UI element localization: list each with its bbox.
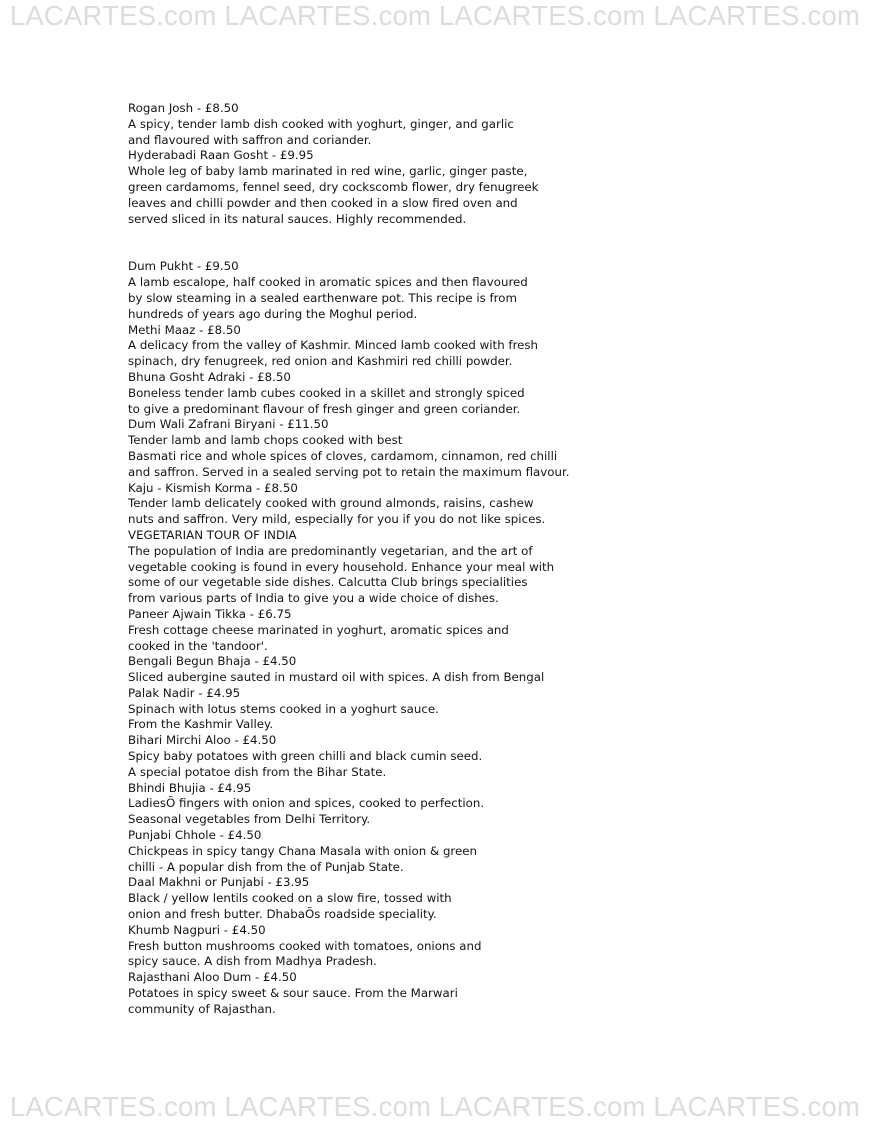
menu-line: Daal Makhni or Punjabi - £3.95 <box>128 875 310 890</box>
menu-line: Khumb Nagpuri - £4.50 <box>128 922 266 937</box>
menu-line: Spinach with lotus stems cooked in a yoghurt sauce. <box>128 701 439 716</box>
menu-line: Boneless tender lamb cubes cooked in a skillet and strongly spiced <box>128 385 525 400</box>
menu-line: Sliced aubergine sauted in mustard oil with spices. A dish from Bengal <box>128 670 545 685</box>
menu-line: Bihari Mirchi Aloo - £4.50 <box>128 733 277 748</box>
menu-line: Paneer Ajwain Tikka - £6.75 <box>128 606 292 621</box>
menu-line: A lamb escalope, half cooked in aromatic spices and then flavoured <box>128 275 528 290</box>
menu-line: Basmati rice and whole spices of cloves, cardamom, cinnamon, red chilli <box>128 448 558 463</box>
menu-line: cooked in the 'tandoor'. <box>128 638 268 653</box>
menu-line: Tender lamb delicately cooked with ground almonds, raisins, cashew <box>128 496 534 511</box>
menu-line: spinach, dry fenugreek, red onion and Kashmiri red chilli powder. <box>128 354 513 369</box>
menu-line: Bhuna Gosht Adraki - £8.50 <box>128 369 291 384</box>
menu-line: Chickpeas in spicy tangy Chana Masala with onion & green <box>128 843 478 858</box>
watermark-top: LACARTES.com LACARTES.com LACARTES.com LACARTES.com <box>9 0 861 31</box>
menu-line: Kaju - Kismish Korma - £8.50 <box>128 480 298 495</box>
section-gap <box>128 227 828 259</box>
menu-line: some of our vegetable side dishes. Calcutta Club brings specialities <box>128 575 528 590</box>
menu-line: Spicy baby potatoes with green chilli and black cumin seed. <box>128 749 483 764</box>
menu-line: and flavoured with saffron and coriander. <box>128 132 372 147</box>
menu-line: chilli - A popular dish from the of Punjab State. <box>128 859 404 874</box>
menu-line: Tender lamb and lamb chops cooked with best <box>128 433 403 448</box>
menu-line: Seasonal vegetables from Delhi Territory. <box>128 812 371 827</box>
menu-line: spicy sauce. A dish from Madhya Pradesh. <box>128 954 377 969</box>
menu-line: leaves and chilli powder and then cooked in a slow fired oven and <box>128 195 518 210</box>
menu-line: hundreds of years ago during the Moghul period. <box>128 306 418 321</box>
menu-line: Bhindi Bhujia - £4.95 <box>128 780 252 795</box>
menu-line: LadiesÕ fingers with onion and spices, cooked to perfection. <box>128 796 485 811</box>
menu-line: Punjabi Chhole - £4.50 <box>128 828 262 843</box>
menu-block-lamb-specials <box>128 101 828 227</box>
watermark-bottom: LACARTES.com LACARTES.com LACARTES.com LACARTES.com <box>9 1091 861 1122</box>
menu-line: Rajasthani Aloo Dum - £4.50 <box>128 970 297 985</box>
menu-line: From the Kashmir Valley. <box>128 717 274 732</box>
menu-line: Potatoes in spicy sweet & sour sauce. From the Marwari <box>128 986 458 1001</box>
menu-line: by slow steaming in a sealed earthenware pot. This recipe is from <box>128 290 517 305</box>
menu-line: Rogan Josh - £8.50 <box>128 101 239 115</box>
menu-line: Dum Pukht - £9.50 <box>128 259 239 274</box>
menu-line: onion and fresh butter. DhabaÕs roadside speciality. <box>128 907 437 922</box>
menu-line: Palak Nadir - £4.95 <box>128 685 241 700</box>
menu-line: Fresh button mushrooms cooked with tomatoes, onions and <box>128 938 482 953</box>
menu-line: community of Rajasthan. <box>128 1001 276 1016</box>
menu-line: A special potatoe dish from the Bihar State. <box>128 764 387 779</box>
menu-line: Hyderabadi Raan Gosht - £9.95 <box>128 148 314 163</box>
menu-line: vegetable cooking is found in every household. Enhance your meal with <box>128 559 555 574</box>
menu-line: Dum Wali Zafrani Biryani - £11.50 <box>128 417 329 432</box>
menu-line: A spicy, tender lamb dish cooked with yoghurt, ginger, and garlic <box>128 116 514 131</box>
menu-line: to give a predominant flavour of fresh ginger and green coriander. <box>128 401 521 416</box>
menu-line: nuts and saffron. Very mild, especially for you if you do not like spices. <box>128 512 546 527</box>
menu-block-lamb-and-vegetarian <box>128 259 828 1017</box>
menu-line: Methi Maaz - £8.50 <box>128 322 241 337</box>
menu-line: from various parts of India to give you a wide choice of dishes. <box>128 591 499 606</box>
menu-line: Bengali Begun Bhaja - £4.50 <box>128 654 297 669</box>
menu-line: A delicacy from the valley of Kashmir. Minced lamb cooked with fresh <box>128 338 539 353</box>
menu-line: Fresh cottage cheese marinated in yoghurt, aromatic spices and <box>128 622 509 637</box>
menu-page-content <box>128 101 828 1018</box>
menu-line: Black / yellow lentils cooked on a slow fire, tossed with <box>128 891 452 906</box>
menu-line: The population of India are predominantly vegetarian, and the art of <box>128 543 533 558</box>
menu-line: green cardamoms, fennel seed, dry cockscomb flower, dry fenugreek <box>128 179 539 194</box>
menu-line: and saffron. Served in a sealed serving pot to retain the maximum flavour. <box>128 464 570 479</box>
menu-line: served sliced in its natural sauces. Highly recommended. <box>128 211 467 226</box>
menu-line: VEGETARIAN TOUR OF INDIA <box>128 527 297 542</box>
menu-line: Whole leg of baby lamb marinated in red wine, garlic, ginger paste, <box>128 164 528 179</box>
